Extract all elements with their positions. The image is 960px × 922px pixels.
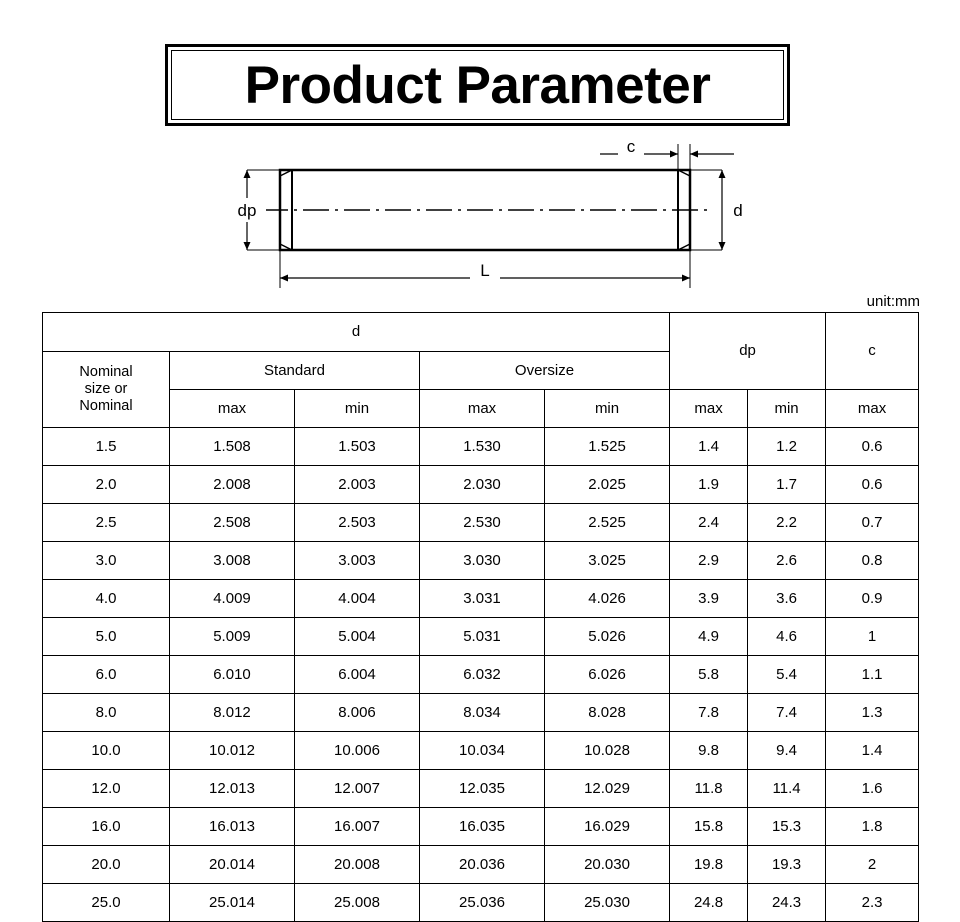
cell-dp-min: 1.2: [748, 428, 826, 466]
cell-d-over-min: 16.029: [545, 808, 670, 846]
cell-d-std-max: 2.508: [170, 504, 295, 542]
header-nominal-line2: size or: [84, 381, 128, 398]
svg-text:dp: dp: [237, 201, 257, 220]
cell-d-over-max: 12.035: [420, 770, 545, 808]
cell-dp-max: 19.8: [670, 846, 748, 884]
cell-dp-max: 24.8: [670, 884, 748, 922]
cell-d-std-max: 25.014: [170, 884, 295, 922]
cell-d-std-max: 12.013: [170, 770, 295, 808]
cell-dp-max: 1.9: [670, 466, 748, 504]
table-row: [43, 694, 919, 732]
table-row: [43, 884, 919, 922]
cell-d-std-min: 6.004: [295, 656, 420, 694]
cell-d-over-min: 3.025: [545, 542, 670, 580]
cell-d-over-min: 2.525: [545, 504, 670, 542]
cell-dp-min: 24.3: [748, 884, 826, 922]
table-row: [43, 504, 919, 542]
table-row: [43, 618, 919, 656]
cell-d-over-max: 25.036: [420, 884, 545, 922]
cell-d-std-min: 8.006: [295, 694, 420, 732]
cell-dp-max: 4.9: [670, 618, 748, 656]
cell-dp-max: 2.4: [670, 504, 748, 542]
cell-d-over-min: 1.525: [545, 428, 670, 466]
cell-dp-min: 11.4: [748, 770, 826, 808]
cell-dp-max: 9.8: [670, 732, 748, 770]
cell-dp-min: 2.6: [748, 542, 826, 580]
table-row: [43, 846, 919, 884]
cell-d-over-max: 10.034: [420, 732, 545, 770]
svg-text:d: d: [733, 201, 743, 220]
cell-nominal: 1.5: [43, 428, 170, 466]
cell-d-over-min: 4.026: [545, 580, 670, 618]
cell-dp-min: 1.7: [748, 466, 826, 504]
cell-d-std-min: 10.006: [295, 732, 420, 770]
cell-dp-min: 4.6: [748, 618, 826, 656]
header-d-oversize-min: min: [545, 390, 670, 428]
cell-d-over-max: 6.032: [420, 656, 545, 694]
cell-c-max: 2.3: [826, 884, 919, 922]
cell-nominal: 3.0: [43, 542, 170, 580]
cell-d-std-max: 2.008: [170, 466, 295, 504]
header-nominal-line1: Nominal: [79, 364, 133, 381]
title-banner: [165, 44, 790, 126]
cell-d-std-max: 8.012: [170, 694, 295, 732]
pin-technical-drawing: [0, 130, 960, 310]
cell-d-over-max: 2.030: [420, 466, 545, 504]
cell-nominal: 10.0: [43, 732, 170, 770]
cell-dp-max: 3.9: [670, 580, 748, 618]
svg-text:c: c: [626, 137, 636, 156]
cell-dp-min: 9.4: [748, 732, 826, 770]
cell-d-std-min: 2.003: [295, 466, 420, 504]
cell-d-over-min: 10.028: [545, 732, 670, 770]
cell-d-std-max: 6.010: [170, 656, 295, 694]
table-row: [43, 808, 919, 846]
table-body: [43, 428, 919, 922]
table-row: [43, 466, 919, 504]
cell-nominal: 8.0: [43, 694, 170, 732]
cell-c-max: 1: [826, 618, 919, 656]
cell-d-std-min: 16.007: [295, 808, 420, 846]
cell-dp-min: 2.2: [748, 504, 826, 542]
cell-dp-max: 2.9: [670, 542, 748, 580]
table-header-row-minmax: [43, 390, 919, 428]
header-dp-min: min: [748, 390, 826, 428]
cell-dp-max: 15.8: [670, 808, 748, 846]
cell-dp-max: 5.8: [670, 656, 748, 694]
cell-dp-min: 5.4: [748, 656, 826, 694]
header-d-standard-max: max: [170, 390, 295, 428]
cell-d-std-min: 5.004: [295, 618, 420, 656]
table-row: [43, 732, 919, 770]
title-banner-inner: [171, 50, 784, 120]
cell-nominal: 4.0: [43, 580, 170, 618]
cell-c-max: 0.9: [826, 580, 919, 618]
cell-d-std-min: 20.008: [295, 846, 420, 884]
cell-d-std-min: 2.503: [295, 504, 420, 542]
cell-dp-min: 3.6: [748, 580, 826, 618]
cell-c-max: 2: [826, 846, 919, 884]
cell-d-over-min: 12.029: [545, 770, 670, 808]
cell-dp-max: 7.8: [670, 694, 748, 732]
cell-dp-min: 7.4: [748, 694, 826, 732]
cell-nominal: 20.0: [43, 846, 170, 884]
cell-d-std-min: 4.004: [295, 580, 420, 618]
cell-nominal: 6.0: [43, 656, 170, 694]
cell-d-over-max: 20.036: [420, 846, 545, 884]
table-row: [43, 580, 919, 618]
header-dp-max: max: [670, 390, 748, 428]
cell-d-over-max: 3.031: [420, 580, 545, 618]
header-group-d: d: [43, 313, 670, 352]
cell-nominal: 25.0: [43, 884, 170, 922]
cell-c-max: 1.4: [826, 732, 919, 770]
svg-text:L: L: [480, 261, 490, 280]
table-row: [43, 428, 919, 466]
cell-d-std-min: 25.008: [295, 884, 420, 922]
header-d-oversize-max: max: [420, 390, 545, 428]
cell-d-std-min: 1.503: [295, 428, 420, 466]
cell-d-over-max: 5.031: [420, 618, 545, 656]
cell-d-std-max: 1.508: [170, 428, 295, 466]
cell-c-max: 0.7: [826, 504, 919, 542]
cell-d-over-max: 8.034: [420, 694, 545, 732]
header-nominal-line3: Nominal: [79, 397, 133, 414]
header-nominal: [43, 352, 170, 428]
cell-c-max: 0.8: [826, 542, 919, 580]
cell-d-over-min: 6.026: [545, 656, 670, 694]
cell-d-std-max: 16.013: [170, 808, 295, 846]
header-group-c: c: [826, 313, 919, 390]
cell-nominal: 2.5: [43, 504, 170, 542]
header-standard: Standard: [170, 352, 420, 390]
cell-nominal: 2.0: [43, 466, 170, 504]
cell-d-over-min: 2.025: [545, 466, 670, 504]
table-row: [43, 542, 919, 580]
header-c-max: max: [826, 390, 919, 428]
cell-d-std-max: 10.012: [170, 732, 295, 770]
cell-dp-min: 19.3: [748, 846, 826, 884]
cell-dp-max: 11.8: [670, 770, 748, 808]
cell-d-over-min: 20.030: [545, 846, 670, 884]
cell-dp-min: 15.3: [748, 808, 826, 846]
cell-c-max: 0.6: [826, 466, 919, 504]
parameter-table: [42, 312, 919, 922]
cell-d-over-min: 8.028: [545, 694, 670, 732]
header-d-standard-min: min: [295, 390, 420, 428]
table-row: [43, 656, 919, 694]
cell-d-over-max: 16.035: [420, 808, 545, 846]
cell-d-std-max: 5.009: [170, 618, 295, 656]
table-row: [43, 770, 919, 808]
cell-d-over-max: 2.530: [420, 504, 545, 542]
cell-d-over-min: 25.030: [545, 884, 670, 922]
cell-nominal: 16.0: [43, 808, 170, 846]
cell-d-std-max: 20.014: [170, 846, 295, 884]
cell-d-std-max: 4.009: [170, 580, 295, 618]
cell-nominal: 5.0: [43, 618, 170, 656]
cell-dp-max: 1.4: [670, 428, 748, 466]
cell-d-std-min: 3.003: [295, 542, 420, 580]
header-group-dp: dp: [670, 313, 826, 390]
cell-c-max: 1.8: [826, 808, 919, 846]
cell-d-over-max: 1.530: [420, 428, 545, 466]
table-header-row-group: [43, 313, 919, 352]
cell-c-max: 1.6: [826, 770, 919, 808]
cell-c-max: 0.6: [826, 428, 919, 466]
cell-d-std-max: 3.008: [170, 542, 295, 580]
unit-note: unit:mm: [866, 293, 920, 310]
header-oversize: Oversize: [420, 352, 670, 390]
cell-d-std-min: 12.007: [295, 770, 420, 808]
cell-nominal: 12.0: [43, 770, 170, 808]
table-header: [43, 313, 919, 428]
cell-d-over-max: 3.030: [420, 542, 545, 580]
cell-c-max: 1.3: [826, 694, 919, 732]
cell-c-max: 1.1: [826, 656, 919, 694]
page-title: Product Parameter: [244, 55, 711, 115]
cell-d-over-min: 5.026: [545, 618, 670, 656]
